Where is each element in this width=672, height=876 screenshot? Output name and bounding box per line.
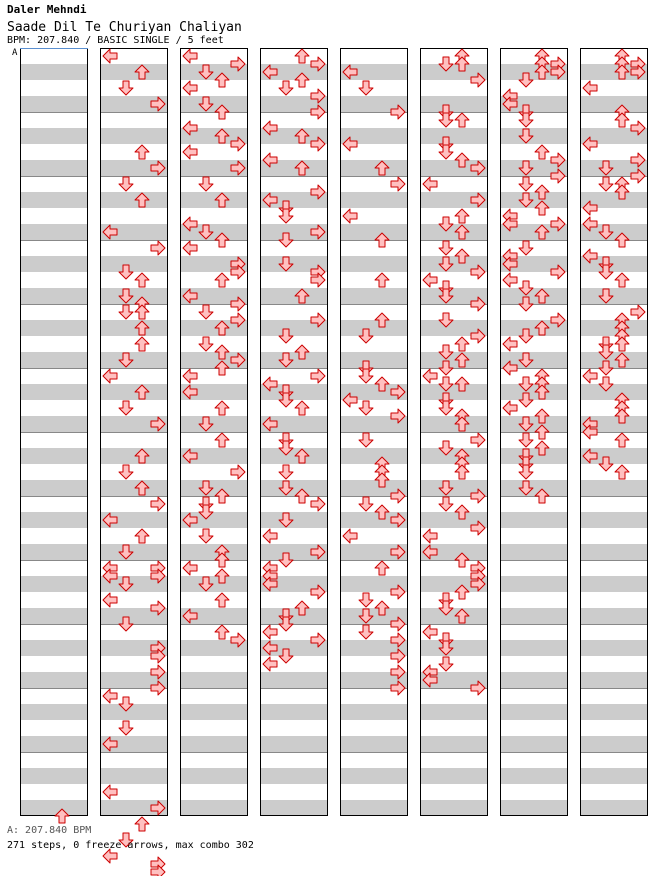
beat-stripe xyxy=(180,736,248,752)
beat-stripe xyxy=(20,112,88,128)
beat-stripe xyxy=(420,144,488,160)
beat-stripe xyxy=(180,416,248,432)
beat-stripe xyxy=(580,672,648,688)
beat-stripe xyxy=(260,448,328,464)
beat-stripe xyxy=(420,224,488,240)
beat-stripe xyxy=(20,288,88,304)
beat-stripe xyxy=(100,480,168,496)
beat-stripe xyxy=(580,512,648,528)
beat-stripe xyxy=(420,416,488,432)
beat-stripe xyxy=(500,688,568,704)
beat-stripe xyxy=(180,480,248,496)
beat-stripe xyxy=(100,208,168,224)
beat-stripe xyxy=(20,592,88,608)
beat-stripe xyxy=(260,752,328,768)
beat-stripe xyxy=(100,720,168,736)
beat-stripe xyxy=(500,448,568,464)
up-arrow-icon xyxy=(135,817,149,831)
chart-meta: BPM: 207.840 / BASIC SINGLE / 5 feet xyxy=(7,35,224,46)
beat-stripe xyxy=(180,720,248,736)
beat-stripe xyxy=(20,528,88,544)
bpm-marker-line xyxy=(20,48,88,49)
beat-stripe xyxy=(20,608,88,624)
beat-stripe xyxy=(260,784,328,800)
beat-stripe xyxy=(180,656,248,672)
beat-stripe xyxy=(100,768,168,784)
beat-stripe xyxy=(420,640,488,656)
beat-stripe xyxy=(260,464,328,480)
beat-stripe xyxy=(20,144,88,160)
beat-stripe xyxy=(420,448,488,464)
beat-stripe xyxy=(260,608,328,624)
beat-stripe xyxy=(20,448,88,464)
beat-stripe xyxy=(100,400,168,416)
beat-stripe xyxy=(20,256,88,272)
beat-stripe xyxy=(500,288,568,304)
beat-stripe xyxy=(20,464,88,480)
beat-stripe xyxy=(340,464,408,480)
beat-stripe xyxy=(20,784,88,800)
beat-stripe xyxy=(420,800,488,816)
beat-stripe xyxy=(100,464,168,480)
beat-stripe xyxy=(100,176,168,192)
beat-stripe xyxy=(180,432,248,448)
beat-stripe xyxy=(20,704,88,720)
beat-stripe xyxy=(180,704,248,720)
beat-stripe xyxy=(260,336,328,352)
beat-stripe xyxy=(500,720,568,736)
beat-stripe xyxy=(180,688,248,704)
beat-stripe xyxy=(580,528,648,544)
beat-stripe xyxy=(100,288,168,304)
beat-stripe xyxy=(420,720,488,736)
beat-stripe xyxy=(500,704,568,720)
beat-stripe xyxy=(180,192,248,208)
beat-stripe xyxy=(180,528,248,544)
bpm-legend: A: 207.840 BPM xyxy=(7,825,92,836)
beat-stripe xyxy=(100,272,168,288)
beat-stripe xyxy=(20,736,88,752)
beat-stripe xyxy=(340,720,408,736)
beat-stripe xyxy=(500,768,568,784)
beat-stripe xyxy=(20,240,88,256)
beat-stripe xyxy=(340,192,408,208)
beat-stripe xyxy=(420,784,488,800)
beat-stripe xyxy=(20,640,88,656)
beat-stripe xyxy=(500,592,568,608)
beat-stripe xyxy=(340,560,408,576)
beat-stripe xyxy=(420,768,488,784)
beat-stripe xyxy=(500,112,568,128)
beat-stripe xyxy=(180,336,248,352)
beat-stripe xyxy=(20,624,88,640)
beat-stripe xyxy=(20,720,88,736)
beat-stripe xyxy=(20,272,88,288)
beat-stripe xyxy=(20,432,88,448)
beat-stripe xyxy=(500,608,568,624)
beat-stripe xyxy=(340,752,408,768)
beat-stripe xyxy=(500,576,568,592)
song-title: Saade Dil Te Churiyan Chaliyan xyxy=(7,20,242,35)
beat-stripe xyxy=(20,192,88,208)
beat-stripe xyxy=(500,464,568,480)
beat-stripe xyxy=(420,352,488,368)
bpm-marker: A xyxy=(12,48,18,58)
beat-stripe xyxy=(580,656,648,672)
beat-stripe xyxy=(580,704,648,720)
beat-stripe xyxy=(340,240,408,256)
beat-stripe xyxy=(180,176,248,192)
beat-stripe xyxy=(180,784,248,800)
beat-stripe xyxy=(340,320,408,336)
beat-stripe xyxy=(100,432,168,448)
beat-stripe xyxy=(100,544,168,560)
beat-stripe xyxy=(580,352,648,368)
beat-stripe xyxy=(20,384,88,400)
beat-stripe xyxy=(500,192,568,208)
beat-stripe xyxy=(340,48,408,64)
beat-stripe xyxy=(420,400,488,416)
beat-stripe xyxy=(500,416,568,432)
beat-stripe xyxy=(420,608,488,624)
beat-stripe xyxy=(260,208,328,224)
beat-stripe xyxy=(500,656,568,672)
beat-stripe xyxy=(420,128,488,144)
beat-stripe xyxy=(500,544,568,560)
beat-stripe xyxy=(340,768,408,784)
beat-stripe xyxy=(260,432,328,448)
beat-stripe xyxy=(420,752,488,768)
beat-stripe xyxy=(580,720,648,736)
beat-stripe xyxy=(340,256,408,272)
left-arrow-icon xyxy=(103,849,117,863)
beat-stripe xyxy=(420,240,488,256)
beat-stripe xyxy=(580,288,648,304)
beat-stripe xyxy=(580,560,648,576)
beat-stripe xyxy=(500,432,568,448)
beat-stripe xyxy=(100,752,168,768)
beat-stripe xyxy=(260,352,328,368)
beat-stripe xyxy=(20,208,88,224)
beat-stripe xyxy=(180,400,248,416)
beat-stripe xyxy=(100,112,168,128)
beat-stripe xyxy=(580,784,648,800)
beat-stripe xyxy=(340,432,408,448)
beat-stripe xyxy=(580,384,648,400)
beat-stripe xyxy=(420,384,488,400)
beat-stripe xyxy=(20,224,88,240)
beat-stripe xyxy=(20,480,88,496)
beat-stripe xyxy=(20,304,88,320)
beat-stripe xyxy=(20,688,88,704)
beat-stripe xyxy=(340,784,408,800)
beat-stripe xyxy=(420,48,488,64)
beat-stripe xyxy=(580,688,648,704)
beat-stripe xyxy=(100,320,168,336)
beat-stripe xyxy=(260,688,328,704)
beat-stripe xyxy=(580,320,648,336)
beat-stripe xyxy=(260,240,328,256)
beat-stripe xyxy=(420,736,488,752)
beat-stripe xyxy=(420,208,488,224)
beat-stripe xyxy=(180,544,248,560)
beat-stripe xyxy=(100,144,168,160)
beat-stripe xyxy=(100,256,168,272)
beat-stripe xyxy=(500,672,568,688)
beat-stripe xyxy=(340,272,408,288)
beat-stripe xyxy=(340,336,408,352)
beat-stripe xyxy=(20,352,88,368)
beat-stripe xyxy=(580,752,648,768)
beat-stripe xyxy=(260,768,328,784)
beat-stripe xyxy=(20,800,88,816)
chart-column xyxy=(20,48,88,816)
beat-stripe xyxy=(580,800,648,816)
beat-stripe xyxy=(420,464,488,480)
beat-stripe xyxy=(580,544,648,560)
beat-stripe xyxy=(580,496,648,512)
beat-stripe xyxy=(20,576,88,592)
beat-stripe xyxy=(500,528,568,544)
beat-stripe xyxy=(20,80,88,96)
beat-stripe xyxy=(580,624,648,640)
beat-stripe xyxy=(20,320,88,336)
beat-stripe xyxy=(20,672,88,688)
beat-stripe xyxy=(100,704,168,720)
beat-stripe xyxy=(500,512,568,528)
beat-stripe xyxy=(340,288,408,304)
beat-stripe xyxy=(580,480,648,496)
beat-stripe xyxy=(180,592,248,608)
beat-stripe xyxy=(20,128,88,144)
beat-stripe xyxy=(260,288,328,304)
beat-stripe xyxy=(580,592,648,608)
beat-stripe xyxy=(20,544,88,560)
beat-stripe xyxy=(500,640,568,656)
beat-stripe xyxy=(100,384,168,400)
beat-stripe xyxy=(500,736,568,752)
beat-stripe xyxy=(20,64,88,80)
beat-stripe xyxy=(500,784,568,800)
beat-stripe xyxy=(180,496,248,512)
beat-stripe xyxy=(100,352,168,368)
beat-stripe xyxy=(500,560,568,576)
beat-stripe xyxy=(580,640,648,656)
beat-stripe xyxy=(20,176,88,192)
beat-stripe xyxy=(340,160,408,176)
beat-stripe xyxy=(100,624,168,640)
beat-stripe xyxy=(260,704,328,720)
beat-stripe xyxy=(20,336,88,352)
beat-stripe xyxy=(580,272,648,288)
beat-stripe xyxy=(580,576,648,592)
beat-stripe xyxy=(20,160,88,176)
beat-stripe xyxy=(20,768,88,784)
beat-stripe xyxy=(100,448,168,464)
beat-stripe xyxy=(420,592,488,608)
beat-stripe xyxy=(180,752,248,768)
beat-stripe xyxy=(420,704,488,720)
beat-stripe xyxy=(580,768,648,784)
beat-stripe xyxy=(260,800,328,816)
beat-stripe xyxy=(20,48,88,64)
beat-stripe xyxy=(340,736,408,752)
beat-stripe xyxy=(20,752,88,768)
beat-stripe xyxy=(420,112,488,128)
beat-stripe xyxy=(180,800,248,816)
beat-stripe xyxy=(100,80,168,96)
chart-stats: 271 steps, 0 freeze arrows, max combo 302 xyxy=(7,840,254,851)
beat-stripe xyxy=(340,368,408,384)
beat-stripe xyxy=(20,656,88,672)
beat-stripe xyxy=(340,80,408,96)
beat-stripe xyxy=(580,736,648,752)
beat-stripe xyxy=(260,480,328,496)
beat-stripe xyxy=(340,224,408,240)
beat-stripe xyxy=(100,192,168,208)
beat-stripe xyxy=(340,352,408,368)
beat-stripe xyxy=(580,336,648,352)
beat-stripe xyxy=(260,736,328,752)
beat-stripe xyxy=(500,800,568,816)
beat-stripe xyxy=(580,96,648,112)
beat-stripe xyxy=(260,400,328,416)
beat-stripe xyxy=(500,624,568,640)
beat-stripe xyxy=(180,576,248,592)
beat-stripe xyxy=(20,560,88,576)
beat-stripe xyxy=(100,528,168,544)
beat-stripe xyxy=(420,96,488,112)
beat-stripe xyxy=(20,496,88,512)
beat-stripe xyxy=(580,400,648,416)
beat-stripe xyxy=(500,480,568,496)
beat-stripe xyxy=(100,128,168,144)
beat-stripe xyxy=(20,368,88,384)
beat-stripe xyxy=(580,464,648,480)
beat-stripe xyxy=(260,672,328,688)
beat-stripe xyxy=(500,752,568,768)
beat-stripe xyxy=(20,512,88,528)
chart-column xyxy=(340,48,408,816)
beat-stripe xyxy=(580,608,648,624)
beat-stripe xyxy=(340,800,408,816)
beat-stripe xyxy=(100,304,168,320)
beat-stripe xyxy=(340,304,408,320)
beat-stripe xyxy=(20,400,88,416)
song-artist: Daler Mehndi xyxy=(7,3,87,16)
beat-stripe xyxy=(180,96,248,112)
beat-stripe xyxy=(500,384,568,400)
beat-stripe xyxy=(500,496,568,512)
beat-stripe xyxy=(340,448,408,464)
beat-stripe xyxy=(180,672,248,688)
beat-stripe xyxy=(100,64,168,80)
beat-stripe xyxy=(340,704,408,720)
beat-stripe xyxy=(180,768,248,784)
beat-stripe xyxy=(500,128,568,144)
beat-stripe xyxy=(260,512,328,528)
beat-stripe xyxy=(20,96,88,112)
beat-stripe xyxy=(100,336,168,352)
beat-stripe xyxy=(20,416,88,432)
beat-stripe xyxy=(260,720,328,736)
